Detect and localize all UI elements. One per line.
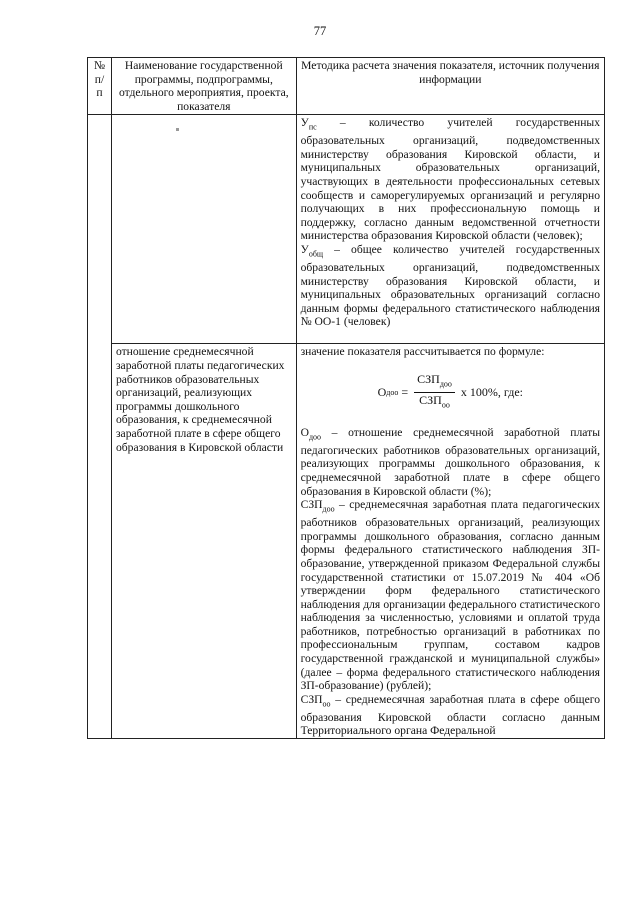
name-cell-empty <box>111 115 296 344</box>
header-name-cell <box>111 58 296 115</box>
definition-uobsh: $У_{общ}$ – общее количество учителей государственных образовательных организаций, подведомственных министерству образования Кировской области, и муниципальных образовательных организаций согласно данным формы федерального статистического наблюдения № ОО-1 (человек) <box>300 243 600 329</box>
indicator-table <box>87 57 605 739</box>
table-row <box>88 344 605 739</box>
page-number: 77 <box>313 24 327 38</box>
header-number: № п/п <box>93 59 106 100</box>
header-number-cell <box>88 58 112 115</box>
indicator-name: отношение среднемесячной заработной платы педагогических работников образовательных организаций, реализующих программы дошкольного образования, к среднемесячной заработной плате в сфере общего образования в Кировской области <box>115 345 285 454</box>
number-cell <box>88 115 112 739</box>
header-method-cell <box>296 58 604 115</box>
header-method: Методика расчета значения показателя, источник получения информации <box>301 59 600 86</box>
definition-upc: $У_{пс}$ – количество учителей государственных образовательных организаций, подведомственных министерству образования Кировской области, и муниципальных образовательных организаций, участвующих в деятельности профессиональных сетевых сообществ и саморегулируемых организаций и регулярно получающих в них профессиональную помощь и поддержку, согласно данным ведомственной отчетности министерства образования Кировской области (человек); <box>300 116 600 243</box>
formula: О доо = $\frac{СЗП_{доо}}{СЗП_{оо}}$ х 100%, где: <box>301 373 600 412</box>
method-cell-formula <box>296 344 604 739</box>
table-header-row <box>88 58 605 115</box>
formula-intro: значение показателя рассчитывается по формуле: <box>300 345 545 359</box>
method-cell-definitions <box>296 115 604 344</box>
table-row <box>88 115 605 344</box>
definition-szp-oo: $СЗП_{оо}$ – среднемесячная заработная плата в сфере общего образования Кировской области согласно данным Территориального органа Федеральной <box>300 692 600 738</box>
indicator-name-cell <box>111 344 296 739</box>
header-name: Наименование государственной программы, подпрограммы, отдельного мероприятия, проекта, показателя <box>118 59 289 113</box>
definition-szp-doo: $СЗП_{доо}$ – среднемесячная заработная плата педагогических работников образовательных организаций, реализующих программы дошкольного образования, согласно данным формы федерального статистического наблюдения ЗП-образование, утвержденной приказом Федеральной службы государственной статистики от 15.07.2019 № 404 «Об утверждении форм федерального статистического наблюдения для организации федерального статистического наблюдения за численностью, условиями и оплатой труда работников, потребностью организаций в работниках по профессиональным группам, составом кадров государственной гражданской и муниципальной службы» (далее – форма федерального статистического наблюдения ЗП-образование) (рублей); <box>300 498 600 693</box>
definition-odoo: $О_{доо}$ – отношение среднемесячной заработной платы педагогических работников образовательных организаций, реализующих программы дошкольного образования, к среднемесячной заработной плате в сфере общего образования в Кировской области (%); <box>300 425 600 498</box>
formula-fraction: $\frac{СЗП_{доо}}{СЗП_{оо}}$ <box>414 373 455 412</box>
scan-mark <box>176 128 179 131</box>
